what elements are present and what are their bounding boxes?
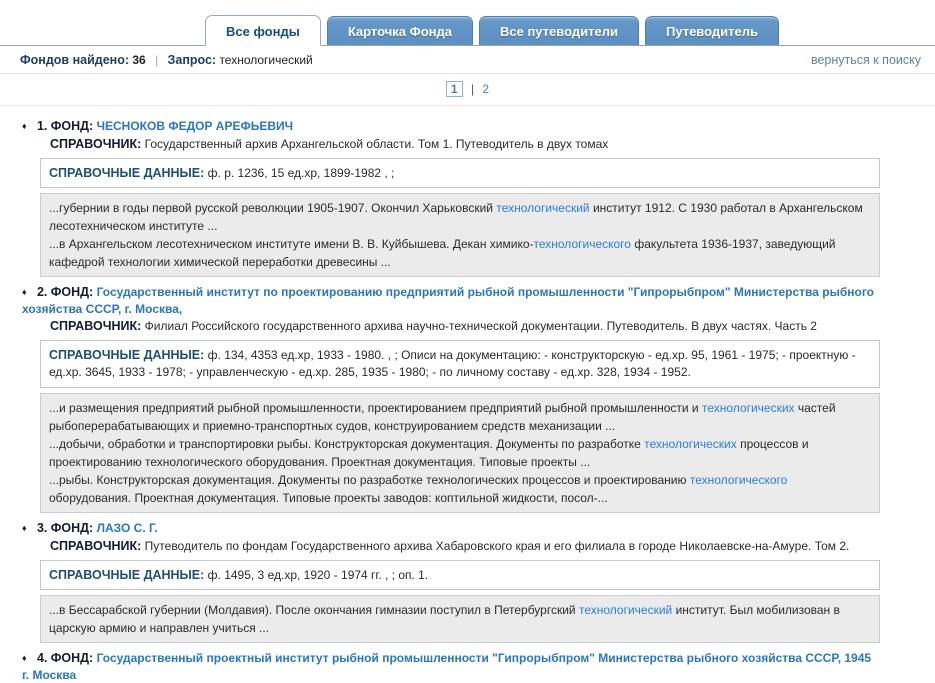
reference-data-text: ф. 1495, 3 ед.хр, 1920 - 1974 гг. , ; оп. 1. bbox=[207, 567, 429, 582]
result-item bbox=[0, 650, 935, 683]
reference-data-box bbox=[40, 340, 880, 388]
result-item bbox=[0, 284, 935, 513]
search-summary bbox=[20, 53, 313, 67]
fond-title-link[interactable]: ЛАЗО С. Г. bbox=[96, 520, 158, 535]
reference-data-label: СПРАВОЧНЫЕ ДАННЫЕ: bbox=[49, 165, 205, 180]
spravochnik-line bbox=[50, 136, 880, 153]
back-to-search-link[interactable]: вернуться к поиску bbox=[810, 53, 921, 67]
spravochnik-label: СПРАВОЧНИК: bbox=[50, 538, 142, 553]
query-highlight: технологического bbox=[689, 472, 788, 487]
reference-data-label: СПРАВОЧНЫЕ ДАННЫЕ: bbox=[49, 348, 205, 363]
tab-guide[interactable]: Путеводитель bbox=[645, 16, 779, 45]
tab-bar bbox=[0, 0, 935, 46]
result-number: 3. bbox=[36, 520, 48, 535]
results-list bbox=[0, 106, 935, 683]
result-title-line bbox=[22, 284, 880, 317]
results-header bbox=[0, 46, 935, 74]
query-value: технологический bbox=[219, 53, 313, 67]
header-separator: | bbox=[155, 53, 159, 67]
fond-title-link[interactable]: Государственный проектный институт рыбной промышленности "Гипрорыбпром" Министерства рыбного хозяйства СССР, 1945 г. Москва bbox=[22, 651, 872, 682]
pagination-separator: | bbox=[470, 82, 475, 96]
found-count: 36 bbox=[132, 53, 146, 67]
reference-data-text: ф. р. 1236, 15 ед.хр, 1899-1982 , ; bbox=[207, 165, 395, 180]
spravochnik-line bbox=[50, 318, 880, 335]
found-label: Фондов найдено: bbox=[20, 53, 130, 67]
snippet-passage: ...и размещения предприятий рыбной промышленности, проектированием предприятий рыбной промышленности и технологических частей рыбоперерабатывающих и приемно-транспортных судов, конструированием средств механизации ... bbox=[49, 400, 836, 433]
pagination-current-page: 1 bbox=[446, 81, 463, 97]
query-highlight: технологических bbox=[701, 400, 795, 415]
fond-label: ФОНД: bbox=[50, 119, 94, 133]
spravochnik-label: СПРАВОЧНИК: bbox=[50, 319, 142, 334]
spravochnik-line bbox=[50, 538, 880, 555]
tab-all-guides[interactable]: Все путеводители bbox=[479, 16, 639, 45]
fond-label: ФОНД: bbox=[50, 651, 94, 665]
reference-data-box bbox=[40, 560, 880, 590]
snippet-passage: ...рыбы. Конструкторская документация. Документы по разработке технологических процессов и проектированию технологического оборудования. Проектная документация. Типовые проекты заводов: коптильной жидкости, посол-... bbox=[49, 472, 788, 505]
snippet-passage: ...губернии в годы первой русской революции 1905-1907. Окончил Харьковский технологический институт 1912. С 1930 работал в Архангельском лесотехническом институте ... bbox=[49, 201, 863, 234]
pagination-page-2-link[interactable]: 2 bbox=[482, 82, 490, 96]
snippet-passage: ...в Бессарабской губернии (Молдавия). После окончания гимназии поступил в Петербургский технологический институт. Был мобилизован в царскую армию и направлен учиться ... bbox=[49, 603, 840, 635]
result-title-line bbox=[22, 650, 880, 683]
result-item bbox=[0, 118, 935, 277]
snippet-box bbox=[40, 595, 880, 643]
result-title-line bbox=[22, 118, 880, 135]
diamond-bullet-icon: ♦ bbox=[22, 522, 27, 533]
result-item bbox=[0, 520, 935, 643]
fond-label: ФОНД: bbox=[50, 285, 94, 300]
reference-data-box bbox=[40, 158, 880, 188]
fond-label: ФОНД: bbox=[50, 520, 94, 535]
tab-fond-card[interactable]: Карточка Фонда bbox=[327, 16, 473, 45]
snippet-box bbox=[40, 393, 880, 513]
fond-title-link[interactable]: ЧЕСНОКОВ ФЕДОР АРЕФЬЕВИЧ bbox=[96, 119, 294, 133]
query-label: Запрос: bbox=[167, 53, 217, 67]
snippet-passage: ...добычи, обработки и транспортировки рыбы. Конструкторская документация. Документы по разработке технологических процессов и проектированию технологического оборудования. Проектная документация. Типовые проекты ... bbox=[49, 436, 809, 469]
query-highlight: технологический bbox=[496, 201, 590, 216]
result-number: 4. bbox=[36, 651, 48, 665]
snippet-passage: ...в Архангельском лесотехническом институте имени В. В. Куйбышева. Декан химико-технологического факультета 1936-1937, заведующий кафедрой технологии химической переработки древесины ... bbox=[49, 237, 836, 270]
reference-data-label: СПРАВОЧНЫЕ ДАННЫЕ: bbox=[49, 567, 205, 582]
spravochnik-label: СПРАВОЧНИК: bbox=[50, 136, 142, 151]
spravochnik-text: Государственный архив Архангельской области. Том 1. Путеводитель в двух томах bbox=[144, 136, 609, 151]
snippet-box bbox=[40, 193, 880, 277]
spravochnik-text: Филиал Российского государственного архива научно-технической документации. Путеводитель. В двух частях. Часть 2 bbox=[144, 319, 817, 334]
reference-data-text: ф. 134, 4353 ед.хр, 1933 - 1980. , ; Описи на документацию: - конструкторскую - ед.хр. 95, 1961 - 1975; - проектную - ед.хр. 3645, 1933 - 1978; - управленческую - ед.хр. 285, 1935 - 1980; - по личному составу - ед.хр. 328, 1934 - 1952. bbox=[49, 348, 856, 380]
result-number: 1. bbox=[36, 119, 48, 133]
query-highlight: технологический bbox=[578, 603, 673, 617]
tab-all-fonds[interactable]: Все фонды bbox=[205, 15, 321, 46]
fond-title-link[interactable]: Государственный институт по проектированию предприятий рыбной промышленности "Гипрорыбпром" Министерства рыбного хозяйства СССР, г. Москва, bbox=[22, 285, 874, 317]
diamond-bullet-icon: ♦ bbox=[22, 653, 27, 663]
diamond-bullet-icon: ♦ bbox=[22, 121, 27, 131]
result-title-line bbox=[22, 520, 880, 537]
pagination bbox=[0, 74, 935, 106]
spravochnik-text: Путеводитель по фондам Государственного архива Хабаровского края и его филиала в городе Николаевске-на-Амуре. Том 2. bbox=[144, 538, 850, 553]
query-highlight: технологических bbox=[644, 436, 737, 451]
diamond-bullet-icon: ♦ bbox=[22, 287, 27, 298]
query-highlight: технологического bbox=[533, 237, 631, 252]
result-number: 2. bbox=[36, 285, 48, 300]
